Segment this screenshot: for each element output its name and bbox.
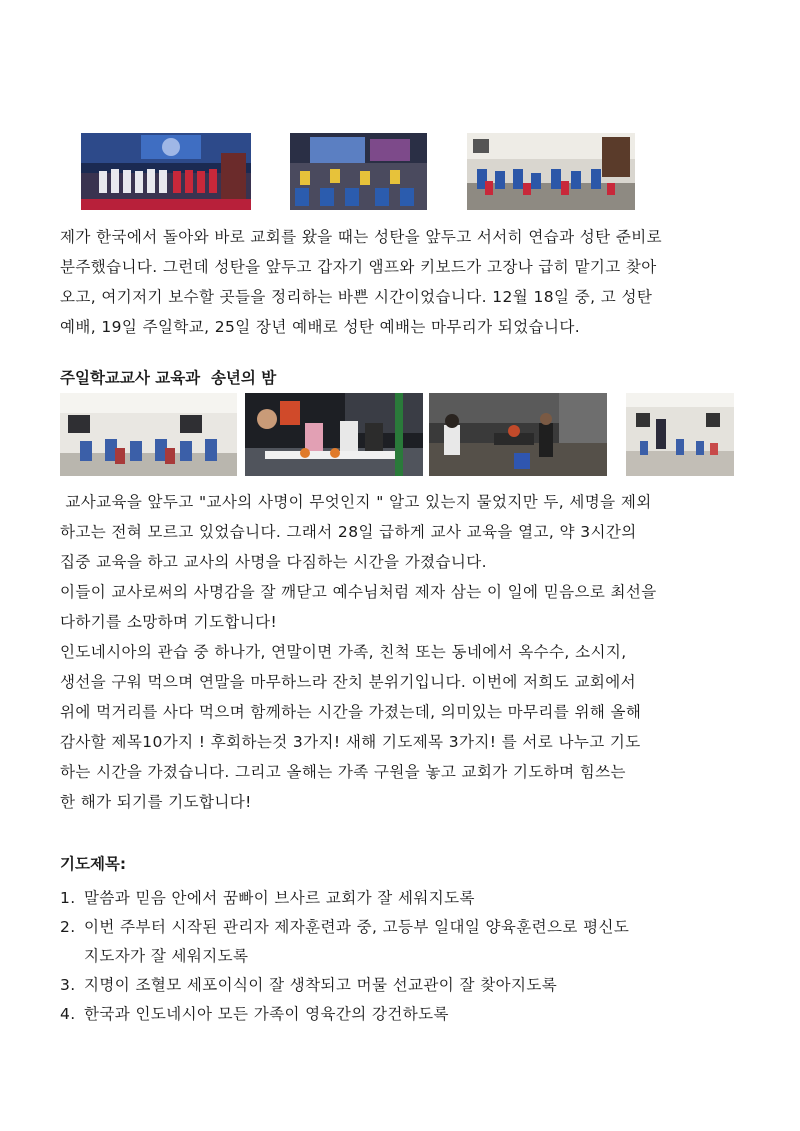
list-number: 3. bbox=[60, 976, 76, 994]
text-line: 생선을 구워 먹으며 연말을 마무하느라 잔치 분위기입니다. 이번에 저희도 교회에서 bbox=[60, 673, 636, 691]
text-line: 교사교육을 앞두고 "교사의 사명이 무엇인지 " 알고 있는지 물었지만 두, 세명을 제외 bbox=[60, 493, 652, 511]
text-line: 제가 한국에서 돌아와 바로 교회를 왔을 때는 성탄을 앞두고 서서히 연습과 성탄 준비로 bbox=[60, 228, 662, 246]
paragraph-christmas bbox=[60, 222, 750, 342]
christmas-hall-photo bbox=[290, 133, 427, 210]
list-number: 2. bbox=[60, 918, 76, 936]
christmas-stage-photo bbox=[81, 133, 251, 210]
text-line: 이들이 교사로써의 사명감을 잘 깨닫고 예수님처럼 제자 삼는 이 일에 믿음으로 최선을 bbox=[60, 583, 657, 601]
text-line: 오고, 여기저기 보수할 곳들을 정리하는 바쁜 시간이었습니다. 12월 18일 중, 고 성탄 bbox=[60, 288, 653, 306]
text-line: 하는 시간을 가졌습니다. 그리고 올해는 가족 구원을 놓고 교회가 기도하며 힘쓰는 bbox=[60, 763, 626, 781]
text-line: 감사할 제목10가지 ! 후회하는것 3가지! 새해 기도제목 3가지! 를 서로 나누고 기도 bbox=[60, 733, 641, 751]
text-line: 다하기를 소망하며 기도합니다! bbox=[60, 613, 278, 631]
text-line: 한 해가 되기를 기도합니다! bbox=[60, 793, 252, 811]
text-line: 위에 먹거리를 사다 먹으며 함께하는 시간을 가졌는데, 의미있는 마무리를 위해 올해 bbox=[60, 703, 642, 721]
yearend-gathering-photo bbox=[626, 393, 734, 476]
list-number: 4. bbox=[60, 1005, 76, 1023]
list-text: 지도자가 잘 세워지도록 bbox=[84, 947, 249, 965]
prayer-list bbox=[60, 884, 760, 1029]
list-number: 1. bbox=[60, 889, 76, 907]
yearend-grill-photo bbox=[429, 393, 607, 476]
section-heading: 주일학교교사 교육과 송년의 밤 bbox=[60, 369, 277, 387]
text-line: 하고는 전혀 모르고 있었습니다. 그래서 28일 급하게 교사 교육을 열고, 약 3시간의 bbox=[60, 523, 637, 541]
list-item bbox=[60, 884, 760, 913]
text-line: 집중 교육을 하고 교사의 사명을 다짐하는 시간을 가졌습니다. bbox=[60, 553, 487, 571]
text-line: 예배, 19일 주일학교, 25일 장년 예배로 성탄 예배는 마무리가 되었습니다. bbox=[60, 318, 581, 336]
list-text: 지명이 조혈모 세포이식이 잘 생착되고 머물 선교관이 잘 찾아지도록 bbox=[84, 976, 558, 994]
list-text: 이번 주부터 시작된 관리자 제자훈련과 중, 고등부 일대일 양육훈련으로 평신도 bbox=[84, 918, 630, 936]
yearend-cooking-photo bbox=[245, 393, 423, 476]
prayer-heading: 기도제목: bbox=[60, 855, 127, 873]
text-line: 분주했습니다. 그런데 성탄을 앞두고 갑자기 앰프와 키보드가 고장나 급히 맡기고 찾아 bbox=[60, 258, 657, 276]
list-item bbox=[60, 913, 760, 971]
list-item bbox=[60, 971, 760, 1000]
list-item bbox=[60, 1000, 760, 1029]
list-text: 말씀과 믿음 안에서 꿈빠이 브사르 교회가 잘 세워지도록 bbox=[84, 889, 475, 907]
christmas-audience-photo bbox=[467, 133, 635, 210]
teacher-training-photo bbox=[60, 393, 237, 476]
list-text: 한국과 인도네시아 모든 가족이 영육간의 강건하도록 bbox=[84, 1005, 449, 1023]
paragraph-teacher-training bbox=[60, 487, 750, 817]
text-line: 인도네시아의 관습 중 하나가, 연말이면 가족, 친척 또는 동네에서 옥수수, 소시지, bbox=[60, 643, 627, 661]
